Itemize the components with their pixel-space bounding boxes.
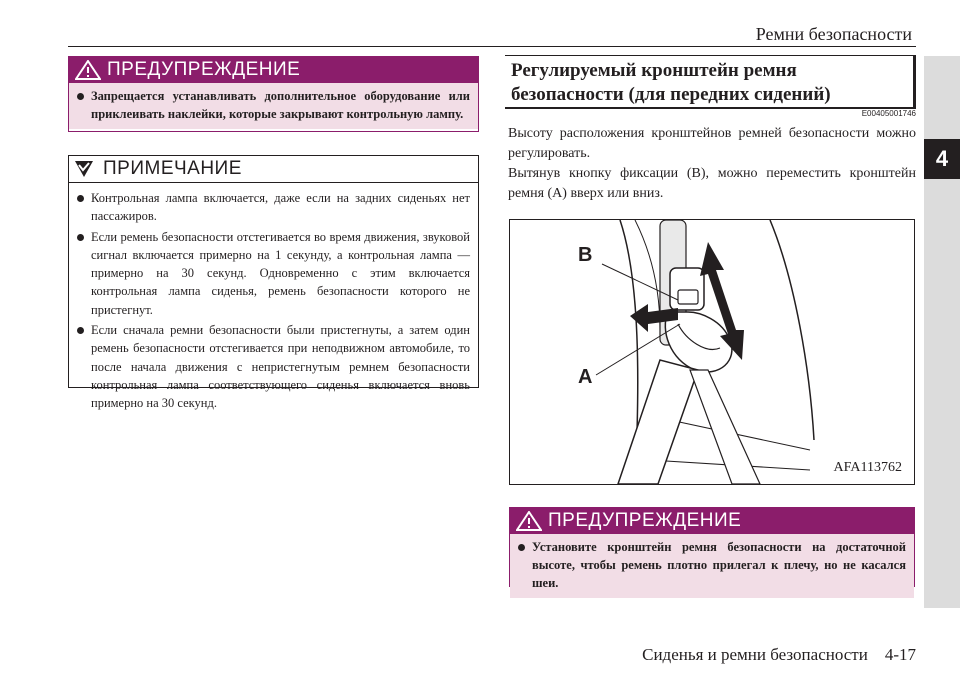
section-code: E00405001746 — [861, 109, 916, 118]
illustration-drawing — [510, 220, 914, 484]
warning-box — [68, 56, 479, 132]
warning-triangle-icon — [516, 511, 542, 531]
paragraph-1: Высоту расположения кронштейнов ремней безопасности можно регулировать. — [508, 126, 916, 161]
section-heading-box — [505, 55, 916, 107]
note-heading: ПРИМЕЧАНИЕ — [103, 158, 242, 179]
label-b: B — [578, 244, 593, 266]
figure-code: AFA113762 — [833, 460, 902, 475]
section-title — [505, 56, 913, 107]
note-item: Контрольная лампа включается, даже если на задних сиденьях нет пассажиров. — [77, 189, 470, 226]
note-box — [68, 155, 479, 411]
note-body — [69, 183, 478, 421]
warning-body-2 — [510, 534, 914, 598]
section-title-line1: Регулируемый кронштейн ремня — [511, 60, 797, 81]
header-rule — [68, 46, 916, 47]
warning-body — [69, 83, 478, 129]
section-title-line2: безопасности (для передних сидений) — [511, 84, 831, 105]
warning-heading: ПРЕДУПРЕЖДЕНИЕ — [107, 59, 301, 80]
warning-item-2: Установите кронштейн ремня безопасности на достаточной высоте, чтобы ремень плотно прилегал к плечу, но не касался шеи. — [518, 538, 906, 592]
seatbelt-anchor-illustration — [509, 219, 915, 485]
warning-heading-bar-2 — [510, 508, 914, 534]
note-heading-bar — [69, 156, 478, 183]
warning-heading-bar — [69, 57, 478, 83]
warning-item: Запрещается устанавливать дополнительное оборудование или приклеивать наклейки, которые закрывают контрольную лампу. — [77, 87, 470, 123]
warning-box-2 — [509, 507, 915, 590]
page-footer: Сиденья и ремни безопасности 4-17 — [642, 645, 916, 664]
paragraph-2: Вытянув кнопку фиксации (B), можно переместить кронштейн ремня (A) вверх или вниз. — [508, 166, 916, 201]
section-rule — [505, 107, 916, 109]
note-item: Если ремень безопасности отстегивается во время движения, звуковой сигнал включается примерно на 1 секунду, а контрольная лампа — примерно на 30 секунд. Одновременно с этим включается контрольная лампа сиденья, ремень безопасности которого не пристегнут. — [77, 228, 470, 319]
note-item: Если сначала ремни безопасности были пристегнуты, а затем один ремень безопасности отстегивается при неподвижном автомобиле, то после начала движения с непристегнутым ремнем безопасности контрольная лампа соответствующего сиденья включается вновь примерно на 30 секунд. — [77, 321, 470, 412]
note-check-icon — [73, 159, 97, 179]
chapter-number[interactable]: 4 — [924, 139, 960, 179]
warning-heading-2: ПРЕДУПРЕЖДЕНИЕ — [548, 510, 742, 531]
running-header: Ремни безопасности — [755, 24, 912, 44]
warning-triangle-icon — [75, 60, 101, 80]
label-a: A — [578, 366, 593, 388]
